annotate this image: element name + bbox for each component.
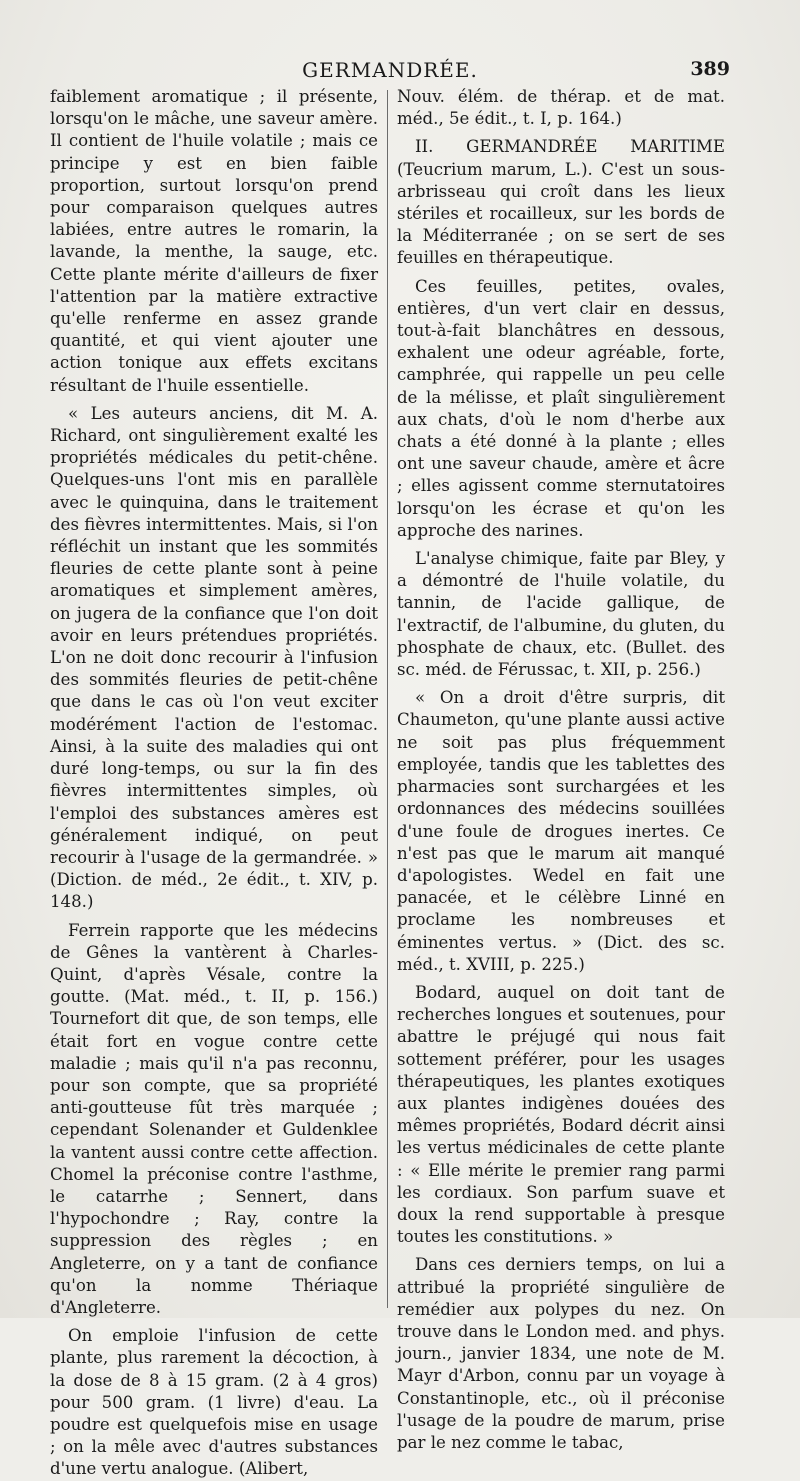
- paragraph: Ces feuilles, petites, ovales, entières, d'un vert clair en dessus, tout-à-fait blanchâtres en dessous, exhalent une odeur agréable, forte, camphrée, qui rappelle un peu celle de la mélisse, et plaît singulièrement aux chats, d'où le nom d'herbe aux chats a été donné à la plante ; elles ont une saveur chaude, amère et âcre ; elles agissent comme sternutatoires lorsqu'on les écrase et qu'on les approche des narines.: [397, 276, 725, 540]
- paragraph: On emploie l'infusion de cette plante, plus rarement la décoction, à la dose de 8 à 15 gram. (2 à 4 gros) pour 500 gram. (1 livre) d'eau. La poudre est quelquefois mise en usage ; on la mêle avec d'autres substances d'une vertu analogue. (Alibert,: [50, 1326, 378, 1479]
- paragraph: L'analyse chimique, faite par Bley, y a démontré de l'huile volatile, du tannin, de l'acide gallique, de l'extractif, de l'albumine, du gluten, du phosphate de chaux, etc. (Bullet. des sc. méd. de Férussac, t. XII, p. 256.): [397, 549, 725, 680]
- right-column: [397, 86, 725, 1454]
- paragraph: Ferrein rapporte que les médecins de Gênes la vantèrent à Charles-Quint, d'après Vésale, contre la goutte. (Mat. méd., t. II, p. 156.) Tournefort dit que, de son temps, elle était fort en vogue contre cette maladie ; mais qu'il n'a pas reconnu, pour son compte, que sa propriété anti-goutteuse fût très marquée ; cependant Solenander et Guldenklee la vantent aussi contre cette affection. Chomel la préconise contre l'asthme, le catarrhe ; Sennert, dans l'hypochondre ; Ray, contre la suppression des règles ; en Angleterre, on y a tant de confiance qu'on la nomme Thériaque d'Angleterre.: [50, 920, 378, 1317]
- paragraph: « Les auteurs anciens, dit M. A. Richard, ont singulièrement exalté les propriétés médicales du petit-chêne. Quelques-uns l'ont mis en parallèle avec le quinquina, dans le traitement des fièvres intermittentes. Mais, si l'on réfléchit un instant que les sommités fleuries de cette plante sont à peine aromatiques et simplement amères, on jugera de la confiance que l'on doit avoir en leurs prétendues propriétés. L'on ne doit donc recourir à l'infusion des sommités fleuries de petit-chêne que dans le cas où l'on veut exciter modérément l'action de l'estomac. Ainsi, à la suite des maladies qui ont duré long-temps, ou sur la fin des fièvres intermittentes simples, où l'emploi des substances amères est généralement indiqué, on peut recourir à l'usage de la germandrée. » (Diction. de méd., 2e édit., t. XIV, p. 148.): [50, 403, 378, 912]
- page-header: [50, 58, 730, 86]
- page-number: 389: [690, 58, 730, 80]
- paragraph: Bodard, auquel on doit tant de recherches longues et soutenues, pour abattre le préjugé qui nous fait sottement préférer, pour les usages thérapeutiques, les plantes exotiques aux plantes indigènes douées des mêmes propriétés, Bodard décrit ainsi les vertus médicinales de cette plante : « Elle mérite le premier rang parmi les cordiaux. Son parfum suave et doux la rend supportable à presque toutes les constitutions. »: [397, 982, 725, 1247]
- running-title: GERMANDRÉE.: [302, 58, 478, 82]
- paragraph: II. GERMANDRÉE MARITIME (Teucrium marum, L.). C'est un sous-arbrisseau qui croît dans les lieux stériles et rocailleux, sur les bords de la Méditerranée ; on se sert de ses feuilles en thérapeutique.: [397, 137, 725, 268]
- paragraph: Dans ces derniers temps, on lui a attribué la propriété singulière de remédier aux polypes du nez. On trouve dans le London med. and phys. journ., janvier 1834, une note de M. Mayr d'Arbon, connu par un voyage à Constantinople, etc., où il préconise l'usage de la poudre de marum, prise par le nez comme le tabac,: [397, 1255, 725, 1452]
- paragraph: « On a droit d'être surpris, dit Chaumeton, qu'une plante aussi active ne soit pas plus fréquemment employée, tandis que les tablettes des pharmacies sont surchargées et les ordonnances des médecins souillées d'une foule de drogues inertes. Ce n'est pas que le marum ait manqué d'apologistes. Wedel en fait une panacée, et le célèbre Linné en proclame les nombreuses et éminentes vertus. » (Dict. des sc. méd., t. XVIII, p. 225.): [397, 688, 725, 974]
- paragraph: faiblement aromatique ; il présente, lorsqu'on le mâche, une saveur amère. Il contient de l'huile volatile ; mais ce principe y est en bien faible proportion, surtout lorsqu'on prend pour comparaison quelques autres labiées, entre autres le romarin, la lavande, la menthe, la sauge, etc. Cette plante mérite d'ailleurs de fixer l'attention par la matière extractive qu'elle renferme en assez grande quantité, et qui vient ajouter une action tonique aux effets excitans résultant de l'huile essentielle.: [50, 87, 378, 395]
- column-divider: [387, 90, 388, 1308]
- paragraph: Nouv. élém. de thérap. et de mat. méd., 5e édit., t. I, p. 164.): [397, 87, 725, 129]
- left-column: [50, 86, 378, 1481]
